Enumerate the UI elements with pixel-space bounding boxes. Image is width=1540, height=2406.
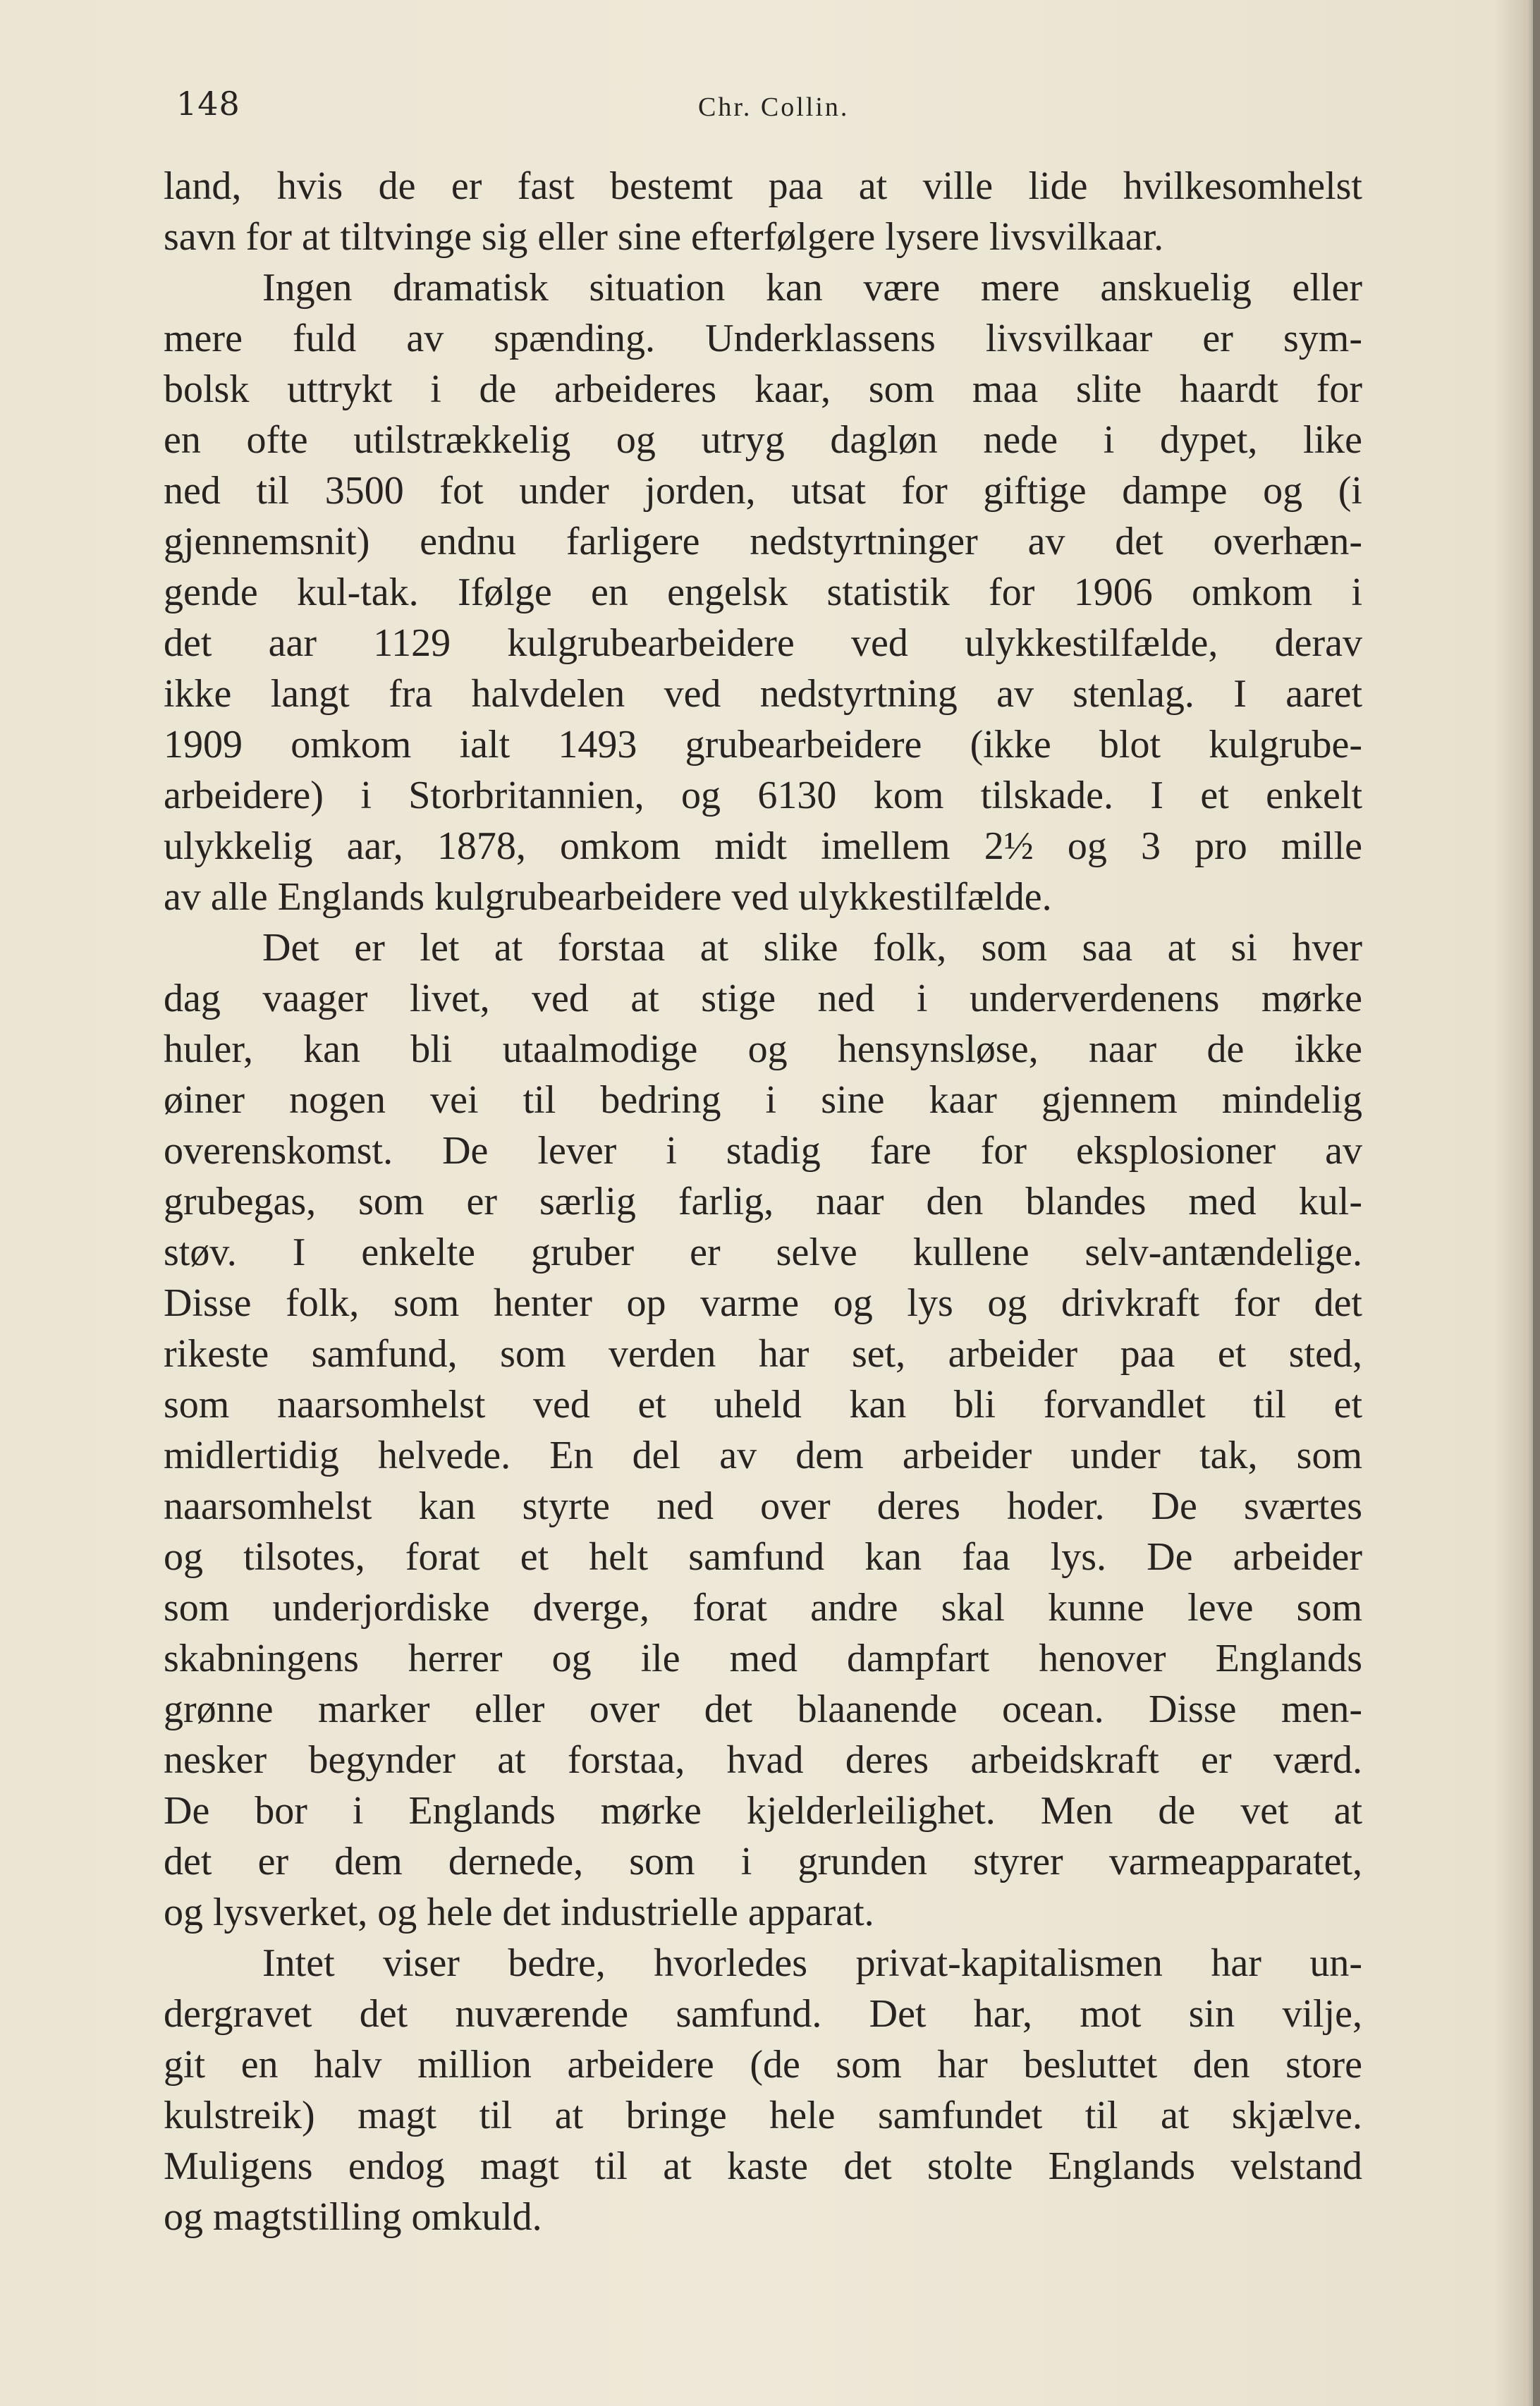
text-line: Muligens endog magt til at kaste det stolte Englands velstand <box>164 2144 1362 2188</box>
text-line: bolsk uttrykt i de arbeideres kaar, som maa slite haardt for <box>164 367 1362 411</box>
text-line: mere fuld av spænding. Underklassens livsvilkaar er sym- <box>164 317 1362 360</box>
text-line: ned til 3500 fot under jorden, utsat for giftige dampe og (i <box>164 469 1362 513</box>
body-text <box>164 161 1362 2242</box>
text-line: savn for at tiltvinge sig eller sine efterfølgere lysere livsvilkaar. <box>164 215 1164 259</box>
text-line: Ingen dramatisk situation kan være mere anskuelig eller <box>262 266 1362 310</box>
text-line: land, hvis de er fast bestemt paa at ville lide hvilkesomhelst <box>164 164 1362 208</box>
text-line: dergravet det nuværende samfund. Det har, mot sin vilje, <box>164 1992 1362 2036</box>
page-number: 148 <box>176 85 240 123</box>
text-line: rikeste samfund, som verden har set, arbeider paa et sted, <box>164 1332 1362 1376</box>
text-line: av alle Englands kulgrubearbeidere ved ulykkestilfælde. <box>164 875 1052 919</box>
page-edge-shadow <box>1533 0 1540 2406</box>
text-line: git en halv million arbeidere (de som har besluttet den store <box>164 2043 1362 2087</box>
text-line: dag vaager livet, ved at stige ned i underverdenens mørke <box>164 977 1362 1020</box>
text-line: Disse folk, som henter op varme og lys og drivkraft for det <box>164 1281 1362 1325</box>
text-line: huler, kan bli utaalmodige og hensynsløse, naar de ikke <box>164 1027 1362 1071</box>
text-line: midlertidig helvede. En del av dem arbeider under tak, som <box>164 1434 1362 1477</box>
text-line: og lysverket, og hele det industrielle apparat. <box>164 1891 874 1934</box>
text-line: og magtstilling omkuld. <box>164 2195 542 2239</box>
text-line: De bor i Englands mørke kjelderleilighet. Men de vet at <box>164 1789 1362 1833</box>
text-line: Intet viser bedre, hvorledes privat-kapitalismen har un- <box>262 1941 1362 1985</box>
text-line: ulykkelig aar, 1878, omkom midt imellem 2½ og 3 pro mille <box>164 824 1362 868</box>
text-line: øiner nogen vei til bedring i sine kaar gjennem mindelig <box>164 1078 1362 1122</box>
text-line: som naarsomhelst ved et uheld kan bli forvandlet til et <box>164 1383 1362 1427</box>
text-line: skabningens herrer og ile med dampfart henover Englands <box>164 1637 1362 1680</box>
text-line: naarsomhelst kan styrte ned over deres hoder. De sværtes <box>164 1484 1362 1528</box>
text-line: ikke langt fra halvdelen ved nedstyrtning av stenlag. I aaret <box>164 672 1362 716</box>
text-line: arbeidere) i Storbritannien, og 6130 kom tilskade. I et enkelt <box>164 774 1362 817</box>
running-head: Chr. Collin. <box>698 92 850 122</box>
text-line: det er dem dernede, som i grunden styrer varmeapparatet, <box>164 1840 1362 1883</box>
text-line: en ofte utilstrækkelig og utryg dagløn nede i dypet, like <box>164 418 1362 462</box>
text-line: nesker begynder at forstaa, hvad deres arbeidskraft er værd. <box>164 1738 1362 1782</box>
text-line: støv. I enkelte gruber er selve kullene selv-antændelige. <box>164 1231 1362 1274</box>
text-line: kulstreik) magt til at bringe hele samfundet til at skjælve. <box>164 2094 1362 2137</box>
text-line: gende kul-tak. Ifølge en engelsk statistik for 1906 omkom i <box>164 570 1362 614</box>
text-line: 1909 omkom ialt 1493 grubearbeidere (ikke blot kulgrube- <box>164 723 1362 767</box>
text-line: overenskomst. De lever i stadig fare for eksplosioner av <box>164 1129 1362 1173</box>
text-line: Det er let at forstaa at slike folk, som saa at si hver <box>262 926 1362 970</box>
text-line: og tilsotes, forat et helt samfund kan faa lys. De arbeider <box>164 1535 1362 1579</box>
text-line: grønne marker eller over det blaanende ocean. Disse men- <box>164 1687 1362 1731</box>
text-line: det aar 1129 kulgrubearbeidere ved ulykkestilfælde, derav <box>164 621 1362 665</box>
text-line: som underjordiske dverge, forat andre skal kunne leve som <box>164 1586 1362 1630</box>
text-line: grubegas, som er særlig farlig, naar den blandes med kul- <box>164 1180 1362 1223</box>
text-line: gjennemsnit) endnu farligere nedstyrtninger av det overhæn- <box>164 520 1362 563</box>
page-header <box>176 85 1361 141</box>
